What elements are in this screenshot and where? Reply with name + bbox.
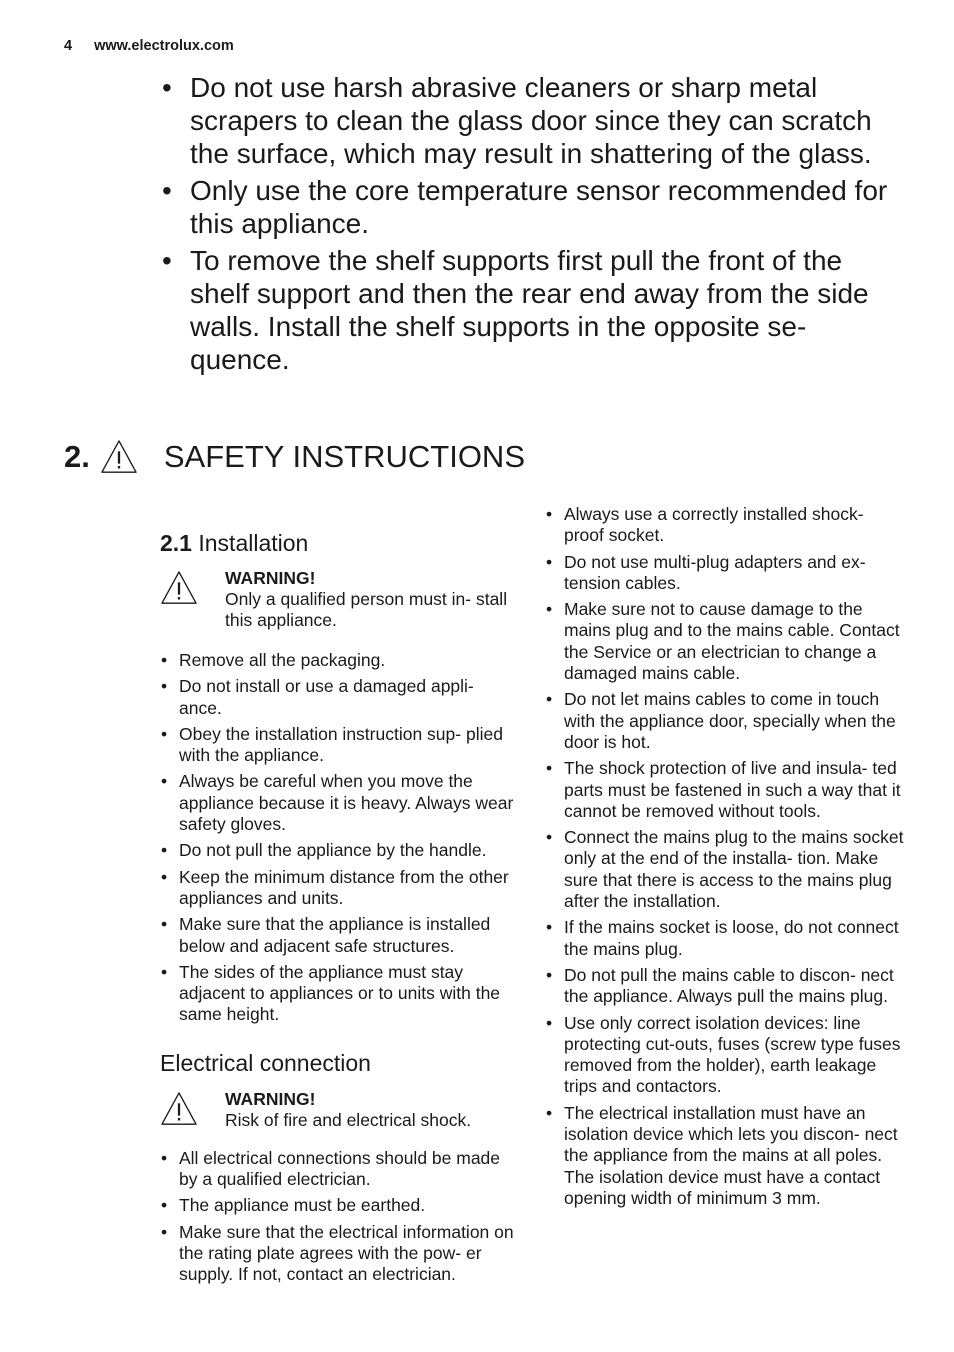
list-item: • Do not install or use a damaged appli- ance. [160, 676, 520, 719]
warning-triangle-icon [160, 1091, 198, 1127]
warning-text: Risk of fire and electrical shock. [225, 1109, 472, 1130]
subsection-title: Installation [198, 530, 309, 556]
list-item: • Do not let mains cables to come in touch with the appliance door, specially when the door is hot. [545, 689, 905, 753]
list-item: • Obey the installation instruction sup- plied with the appliance. [160, 724, 520, 767]
list-item: • Make sure that the electrical information on the rating plate agrees with the pow- er supply. If not, contact an electrician. [160, 1222, 520, 1286]
list-item: • The electrical installation must have an isolation device which lets you discon- nect the appliance from the mains at all poles. The isolation device must have a contact opening width of minimum 3 mm. [545, 1103, 905, 1209]
list-item: • To remove the shelf supports first pull the front of the shelf support and then the rear end away from the side walls. Install the shelf supports in the opposite se- quence. [162, 244, 902, 376]
list-item: • Keep the minimum distance from the other appliances and units. [160, 867, 520, 910]
warning-triangle-icon [100, 439, 138, 475]
list-item: • Do not use multi-plug adapters and ex- tension cables. [545, 552, 905, 595]
list-item: • Use only correct isolation devices: line protecting cut-outs, fuses (screw type fuses removed from the holder), earth leakage trips and contactors. [545, 1013, 905, 1098]
electrical-list-continued [545, 504, 905, 1209]
list-item: • Only use the core temperature sensor recommended for this appliance. [162, 174, 902, 240]
warning-triangle-icon [160, 570, 198, 606]
list-item: • Do not use harsh abrasive cleaners or sharp metal scrapers to clean the glass door since they can scratch the surface, which may result in shattering of the glass. [162, 71, 902, 170]
section-heading [64, 434, 525, 480]
list-item: • Remove all the packaging. [160, 650, 520, 671]
list-item: • If the mains socket is loose, do not connect the mains plug. [545, 917, 905, 960]
page-header [64, 38, 234, 54]
list-item: • All electrical connections should be made by a qualified electrician. [160, 1148, 520, 1191]
list-item: • The shock protection of live and insula- ted parts must be fastened in such a way that it cannot be removed without tools. [545, 758, 905, 822]
page-number: 4 [64, 38, 73, 54]
section-number: 2. [64, 439, 90, 474]
electrical-heading: Electrical connection [160, 1049, 371, 1076]
section-title: SAFETY INSTRUCTIONS [163, 439, 525, 474]
electrical-warning [160, 1089, 520, 1141]
list-item: • The sides of the appliance must stay adjacent to appliances or to units with the same height. [160, 962, 520, 1026]
list-item: • Do not pull the mains cable to discon- nect the appliance. Always pull the mains plug. [545, 965, 905, 1008]
warning-title: WARNING! [225, 568, 316, 588]
electrical-list [160, 1148, 520, 1286]
left-column [160, 528, 520, 1291]
list-item: • Do not pull the appliance by the handle. [160, 840, 520, 861]
right-column [545, 504, 905, 1214]
list-item: • The appliance must be earthed. [160, 1195, 520, 1216]
list-item: • Always be careful when you move the appliance because it is heavy. Always wear safety gloves. [160, 771, 520, 835]
list-item: • Always use a correctly installed shock- proof socket. [545, 504, 905, 547]
installation-list [160, 650, 520, 1026]
warning-title: WARNING! [225, 1088, 316, 1109]
installation-warning [160, 568, 520, 631]
list-item: • Connect the mains plug to the mains socket only at the end of the installa- tion. Make sure that there is access to the mains plug after the installation. [545, 827, 905, 912]
installation-heading [160, 528, 520, 558]
list-item: • Make sure that the appliance is installed below and adjacent safe structures. [160, 914, 520, 957]
website-url: www.electrolux.com [94, 38, 234, 54]
warning-text: Only a qualified person must in- stall this appliance. [225, 589, 508, 630]
subsection-number: 2.1 [160, 530, 192, 556]
list-item: • Make sure not to cause damage to the mains plug and to the mains cable. Contact the Service or an electrician to change a damaged mains cable. [545, 599, 905, 684]
cleaning-bullets [162, 71, 902, 380]
